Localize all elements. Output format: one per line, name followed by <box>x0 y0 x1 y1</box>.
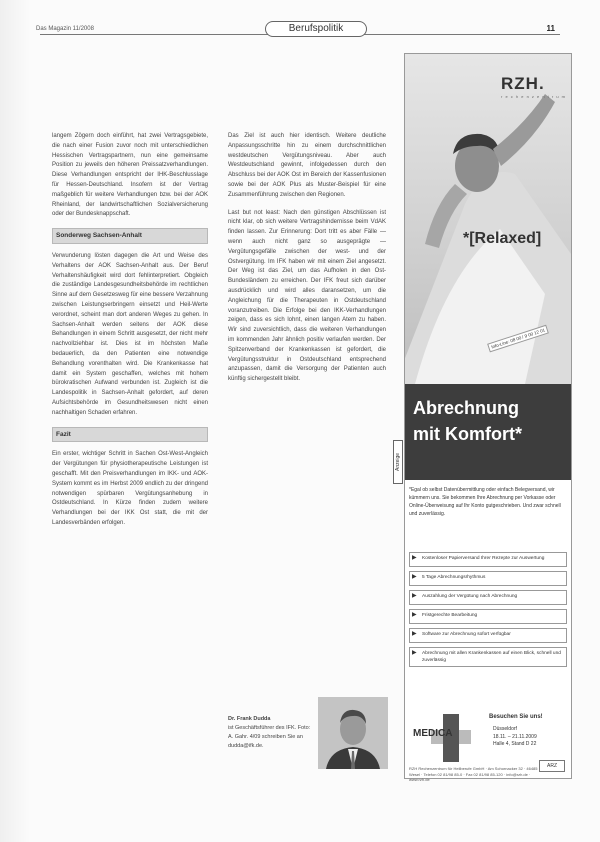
info-line-stamp: Info-Line: 08 00 / 9 00 12 01 <box>487 325 549 353</box>
fair-dates: 18.11. – 21.11.2009 <box>493 733 537 740</box>
feature-item: ▶ Abrechnung mit allen Krankenkassen auf einen Blick, schnell und zuverlässig <box>409 647 567 667</box>
subheading-fazit: Fazit <box>52 427 208 443</box>
feature-item: ▶ Fristgerechte Bearbeitung <box>409 609 567 624</box>
feature-item: ▶ 5 Tage Abrechnungsrhythmus <box>409 571 567 586</box>
subheading-sachsen-anhalt: Sonderweg Sachsen-Anhalt <box>52 228 208 244</box>
portrait-drawing <box>318 697 388 769</box>
article-paragraph: Ein erster, wichtiger Schritt in Sachen Ost-West-Angleich der Vergütungen für physiotherapeutische Leistungen ist geschafft. Mit den Preisverhandlungen im IKK- und AOK-System kommt es im Herbst 2009 endlich zu der dringend notwendigen spürbaren Vergütungsanhebung in Ostdeutschland. In Kürze finden zudem weitere Verhandlungen bei der IKK Ost statt, die mit der Landesverbänden erfolgen. <box>52 451 208 526</box>
ad-intro-text: *Egal ob selbst Datenübermittlung oder einfach Belegversand, wir kümmern uns. Sie bekommen Ihre Abrechnung per Vorkasse oder Online-Überweisung auf Ihr Konto gutgeschrieben. Und zwar schnell und zuverlässig. <box>409 487 561 517</box>
ad-feature-list <box>409 552 567 671</box>
author-portrait <box>318 697 388 769</box>
rzh-advertisement <box>404 53 572 782</box>
article-column-2 <box>228 132 386 393</box>
relaxing-man-illustration <box>405 54 571 384</box>
medica-promo <box>413 714 563 764</box>
ad-headline-band <box>405 384 571 480</box>
section-title: Berufspolitik <box>265 21 367 37</box>
trade-fair-details <box>493 726 537 749</box>
ad-footer-contact: RZH Rechenzentrum für Heilberufe GmbH · Am Schornacker 32 · 46485 Wesel · Telefon 02 81/98 85-0 · Fax 02 81/98 85-120 · info@rzh.de · www.rzh.de <box>409 766 538 782</box>
article-paragraph: Last but not least: Nach den günstigen Abschlüssen ist nicht klar, ob sich weitere Vertragshindernisse beim VdAK finden lassen. Zur Erinnerung: Dort tritt es aber Fälle — wenn auch nicht ganz so ausgeprägte — Vergütungsgefälle zwischen der west- und der Ostvergütung. Im IFK haben wir mit einem Ziel angesetzt. Der Weg ist das Ziel, um das Aufholen in den Ost-Bundesländern zu erreichen. Der IFK freut sich darüber ausdrücklich und wird alles daransetzen, um die Angleichung für die Therapeuten in Ostdeutschland voranzutreiben. Die Erfolge bei den IKK-Verhandlungen zeigen, dass es sich lohnt, einen langen Atem zu haben. Wir sind zuversichtlich, dass die weiteren Verhandlungen im kommenden Jahr ähnlich positiv verlaufen werden. Der Spitzenverband der Krankenkassen ist gefordert, die Vergütungsstruktur in Ostdeutschland entsprechend anzupassen, damit die Versorgung der Patienten auch künftig sichergestellt bleibt. <box>228 209 386 383</box>
ad-headline-line-1: Abrechnung <box>413 398 519 418</box>
page-number: 11 <box>546 24 555 33</box>
rzh-logo: RZH. <box>501 74 545 93</box>
fair-city: Düsseldorf <box>493 726 517 732</box>
medica-logo: MEDICA <box>413 728 453 739</box>
article-paragraph: langem Zögern doch einführt, hat zwei Vertragsgebiete, die nach einer Fusion zuvor noch mit unterschiedlichen Hessischen Vertragspartnern, nun eine gemeinsame Position zu jeweils den höheren Preissatzverhandlungen. Diese Verhandlungen entspricht der IHK-Beschlusslage für Hessen-Deutschland. Insofern ist der Vertrag maßgeblich für weitere Verhandlungen bzw. bei der AOK Rheinland, der landwirtschaftlichen Sozialversicherung oder der Bundesknappschaft. <box>52 133 208 218</box>
footer-logo: ARZ <box>539 760 565 772</box>
visit-us-heading: Besuchen Sie uns! <box>489 714 543 720</box>
page-shadow <box>0 0 30 842</box>
caption-name: Dr. Frank Dudda <box>228 716 271 722</box>
issue-label: Das Magazin 11/2008 <box>36 26 94 32</box>
ad-marker-tab: Anzeige <box>393 440 403 484</box>
feature-item: ▶ Kostenloser Papierversand Ihrer Rezepte zur Auswertung <box>409 552 567 567</box>
rzh-tagline: r e c h e n z e n t r u m <box>501 94 567 99</box>
feature-item: ▶ Software zur Abrechnung sofort verfügbar <box>409 628 567 643</box>
article-column-1 <box>52 132 208 537</box>
ad-headline-line-2: mit Komfort* <box>413 424 522 444</box>
photo-caption <box>228 715 316 751</box>
caption-text: ist Geschäftsführer des IFK. Foto: A. Gahr. 4/09 schreiben Sie an dudda@ifk.de. <box>228 725 311 749</box>
feature-item: ▶ Auszahlung der Vergütung nach Abrechnung <box>409 590 567 605</box>
article-paragraph: Verwunderung lösten dagegen die Art und Weise des Verhaltens der AOK Sachsen-Anhalt aus. Der Beruf Verhaltenshäufigkeit wird dort fehlinterpretiert. Obgleich die zuständige Landesgesundheitsbehörde im rechtlichen Sinne auf dem Gesetzesweg für eine bessere Verzahnung zwischen Leistungserbringern einsetzt und Heil-Werte verordnet, scheint man dort anderen Weges zu gehen. In Sachsen-Anhalt werden seitens der AOK diese Behandlungen in einem Schritt ausgesetzt, der nicht mehr nachvollziehbar ist. Dies ist im höchsten Maße bedauerlich, da den Patienten eine notwendige Behandlung vorenthalten wird. Die Krankenkasse hat damit ein System geschaffen, welches mit hohem bürokratischen Aufwand verbunden ist. Zugleich ist die Landespolitik in Sachsen-Anhalt gefordert, auf deren Aufsichtsbehörde im Gesundheitswesen nicht einen nachhaltigen Schaden erfahren. <box>52 252 208 416</box>
relaxed-slogan: *[Relaxed] <box>463 230 542 247</box>
ad-photo <box>405 54 571 384</box>
fair-hall: Halle 4, Stand D 22 <box>493 741 537 747</box>
article-paragraph: Das Ziel ist auch hier identisch. Weitere deutliche Anpassungsschritte hin zu einem durchschnittlichen westdeutschen Vergütungsniveau. Aber auch Westdeutschland gewinnt, infolgedessen durch den Abschluss bei der AOK Ost im Bereich der Kassenfusionen sowie bei der AOK Plus als Muster-Beispiel für eine Zusammenführung zwischen den Regionen. <box>228 133 386 198</box>
